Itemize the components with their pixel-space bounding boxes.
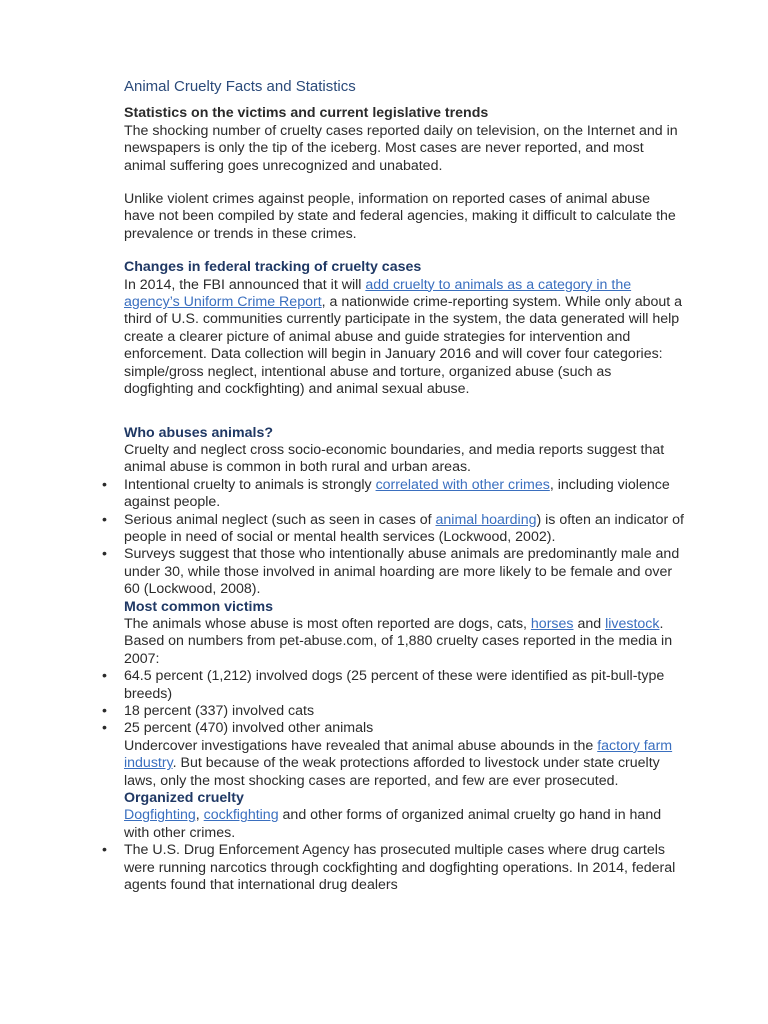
link-factory-farm-industry[interactable]: factory farm industry bbox=[124, 737, 673, 772]
who-abuses-list bbox=[124, 477, 684, 599]
organized-cruelty-list bbox=[124, 842, 684, 894]
article-body bbox=[124, 78, 684, 894]
paragraph-organized-cruelty: Dogfighting, cockfighting and other forms of organized animal cruelty go hand in hand with other crimes. bbox=[124, 807, 662, 841]
section-heading-organized-cruelty: Organized cruelty bbox=[124, 790, 244, 807]
list-item: • Intentional cruelty to animals is strongly correlated with other crimes, including violence against people. bbox=[124, 477, 684, 512]
section-heading-who-abuses: Who abuses animals? bbox=[124, 424, 274, 441]
link-uniform-crime-report[interactable]: add cruelty to animals as a category in the agency’s Uniform Crime Report bbox=[124, 276, 632, 311]
link-livestock[interactable]: livestock bbox=[605, 615, 660, 632]
link-animal-hoarding[interactable]: animal hoarding bbox=[435, 511, 537, 528]
list-item: • 25 percent (470) involved other animals bbox=[124, 720, 684, 737]
section-heading-federal-tracking: Changes in federal tracking of cruelty cases bbox=[124, 259, 422, 276]
list-item: • Surveys suggest that those who intentionally abuse animals are predominantly male and under 30, while those involved in animal hoarding are more likely to be female and over 60 (Lockwood, 2008). bbox=[124, 546, 684, 598]
link-dogfighting[interactable]: Dogfighting bbox=[124, 807, 196, 824]
paragraph-fbi-tracking: In 2014, the FBI announced that it will add cruelty to animals as a category in the agency’s Uniform Crime Report, a nationwide crime-reporting system. While only about a third of U.S. communities currently participate in the system, the data generated will help create a clearer picture of animal abuse and guide strategies for intervention and enforcement. Data collection will begin in January 2016 and will cover four categories: simple/gross neglect, intentional abuse and torture, organized abuse (such as dogfighting and cockfighting) and animal sexual abuse. bbox=[124, 276, 683, 398]
paragraph-who-abuses-intro: Cruelty and neglect cross socio-economic boundaries, and media reports suggest that animal abuse is common in both rural and urban areas. bbox=[124, 441, 665, 476]
paragraph-tip-of-iceberg: The shocking number of cruelty cases reported daily on television, on the Internet and in newspapers is only the tip of the iceberg. Most cases are never reported, and most animal suffering goes unrecognized and unabated. bbox=[124, 122, 678, 174]
list-item: • 64.5 percent (1,212) involved dogs (25 percent of these were identified as pit-bull-type breeds) bbox=[124, 668, 684, 703]
victims-list bbox=[124, 668, 684, 738]
link-cockfighting[interactable]: cockfighting bbox=[203, 807, 279, 824]
link-correlated-with-other-crimes[interactable]: correlated with other crimes bbox=[375, 476, 550, 493]
list-item: • 18 percent (337) involved cats bbox=[124, 703, 684, 720]
section-heading-common-victims: Most common victims bbox=[124, 598, 273, 615]
paragraph-unlike-violent-crimes: Unlike violent crimes against people, information on reported cases of animal abuse have not been compiled by state and federal agencies, making it difficult to calculate the prevalence or trends in these crimes. bbox=[124, 191, 676, 242]
list-item: • Serious animal neglect (such as seen in cases of animal hoarding) is often an indicator of people in need of social or mental health services (Lockwood, 2002). bbox=[124, 512, 684, 547]
section-heading-statistics: Statistics on the victims and current legislative trends bbox=[124, 105, 489, 122]
list-item: • The U.S. Drug Enforcement Agency has prosecuted multiple cases where drug cartels were running narcotics through cockfighting and dogfighting operations. In 2014, federal agents found that international drug dealers bbox=[124, 842, 684, 894]
page-title: Animal Cruelty Facts and Statistics bbox=[124, 78, 356, 95]
paragraph-factory-farm: Undercover investigations have revealed that animal abuse abounds in the factory farm industry. But because of the weak protections afforded to livestock under state cruelty laws, only the most shocking cases are reported, and few are ever prosecuted. bbox=[124, 737, 673, 789]
link-horses[interactable]: horses bbox=[530, 615, 574, 632]
paragraph-common-victims-intro: The animals whose abuse is most often reported are dogs, cats, horses and livestock. Based on numbers from pet-abuse.com, of 1,880 cruelty cases reported in the media in 2007: bbox=[124, 615, 673, 667]
